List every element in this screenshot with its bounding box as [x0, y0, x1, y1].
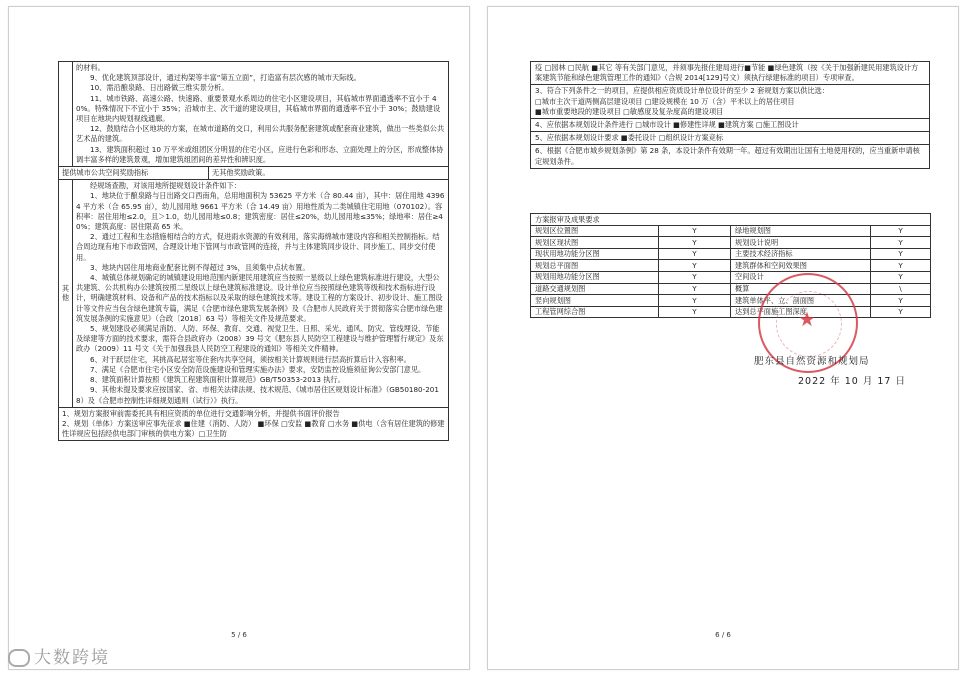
document-page-6 [487, 6, 959, 670]
other-text: 5、规划建设必须满足消防、人防、环保、教育、交通、视觉卫生、日照、采光、通风、防灾、管线埋设、节能及绿建等方面的技术要求，需符合县政府办（2008）39 号文《肥东县人民防空工程建设与维护管理暂行规定》及东政办（2009）11 号文《关于加强我县人民防空工程建设的通知》等相关文件精神。 [76, 324, 444, 354]
document-page-5 [8, 6, 470, 670]
deliverable-name: 道路交通规划图 [531, 283, 659, 295]
other-text: 9、其他未提及要求应按国家、省、市相关法律法规、技术规范、《城市居住区规划设计标准》（GB50180-2018）及《合肥市控制性详细规划通则（试行）》执行。 [76, 385, 439, 405]
other-label-cell [59, 180, 73, 407]
other-content-cell [73, 180, 449, 407]
top-text: 5、应依据本规划设计要求 ■委托设计 □组织设计方案竞标 [531, 132, 930, 145]
deliverable-name: 规划区位置图 [531, 225, 659, 237]
other-text: 3、地块内居住用地商业配套比例不得超过 3%，且须集中点状布置。 [90, 262, 310, 272]
section-title: 方案报审及成果要求 [531, 214, 931, 226]
deliverable-flag: Y [659, 248, 731, 260]
table-row [531, 271, 931, 283]
deliverable-name: 达到总平面施工图深度 [731, 306, 871, 318]
deliverable-name: 现状用地功能分区图 [531, 248, 659, 260]
deliverable-name: 空间设计 [731, 271, 871, 283]
req-text: 11、城市铁路、高速公路、快速路、重要景观水系周边的住宅小区建设项目，其临城市界面通透率不宜小于 40%。特殊情况下不宜小于 35%；沿城市主、次干道的建设项目，其临城市界面的通透率不宜小于 30%；鼓励建设项目在地块内规划视线通廊。 [76, 93, 441, 124]
table-row [531, 237, 931, 249]
top-text-line: ■城市重要地段的建设项目 □敏感度及复杂度高的建设项目 [535, 106, 724, 116]
deliverable-flag: Y [871, 295, 931, 307]
other-text: 8、建筑面积计算按照《建筑工程建筑面积计算规范》GB/T50353-2013 执行。 [90, 375, 345, 385]
deliverable-name: 建筑单体平、立、剖面图 [731, 295, 871, 307]
deliverable-flag: Y [871, 237, 931, 249]
seal-star-icon: ★ [798, 307, 816, 331]
top-text [531, 85, 930, 119]
deliverable-flag: Y [659, 260, 731, 272]
top-text-line: □城市主次干道两侧高层建设项目 □建设规模在 10 万（含）平米以上的居住项目 [535, 96, 795, 106]
bottom-requirements-cell [59, 407, 449, 441]
other-text: 1、地块位于酿泉路与日出路交口西南角，总用地面积为 53625 平方米（合 80.44 亩），其中：居住用地 43964 平方米（合 65.95 亩），幼儿园用地 9661 平方米（合 14.49 亩）用地性质为二类城镇住宅用地（070102）。容积率：居住用地≤2.0，且＞1.0，幼儿园用地≤0.8；建筑密度：居住≤20%，幼儿园用地≤35%；绿地率：居住≥40%；建筑高度：居住限高 65 米。 [76, 191, 445, 232]
table-row [531, 295, 931, 307]
top-text-line: 3、符合下列条件之一的项目，应提供相应资质设计单位设计的至少 2 套规划方案以供比选： [535, 86, 830, 96]
deliverable-name: 规划区现状图 [531, 237, 659, 249]
page-number: 6 / 6 [715, 631, 731, 639]
req-text: 13、建筑面积超过 10 万平米或组团区分明显的住宅小区，应进行色彩和形态、立面处理上的分区，形成整体协调丰富多样的建筑景观，增加建筑组团间的差异性和辨识度。 [76, 144, 444, 164]
top-text: 6、根据《合肥市城乡规划条例》第 28 条，本设计条件有效期一年。超过有效期出让国有土地使用权的，应当重新申请核定规划条件。 [531, 145, 930, 168]
deliverable-name: 概算 [731, 283, 871, 295]
deliverable-flag: Y [871, 271, 931, 283]
top-text: 4、应依据本规划设计条件进行 □城市设计 ■修建性详规 ■建筑方案 □施工图设计 [531, 119, 930, 132]
deliverable-flag: Y [871, 306, 931, 318]
deliverable-flag: \ [871, 283, 931, 295]
other-text: 7、满足《合肥市住宅小区安全防范设施建设和管理实施办法》要求，安防监控设施须征询公安部门意见。 [90, 364, 426, 374]
deliverable-name: 规划用地功能分区图 [531, 271, 659, 283]
table-row [531, 248, 931, 260]
reward-value: 无其他奖励政策。 [209, 167, 449, 180]
deliverable-name: 绿地规划图 [731, 225, 871, 237]
deliverable-flag: Y [659, 306, 731, 318]
reward-label: 提供城市公共空间奖励指标 [59, 167, 209, 180]
deliverable-flag: Y [659, 225, 731, 237]
other-text: 经规场查勘，对该用地所提规划设计条件如下： [90, 181, 241, 191]
req-text: 10、需沿酿泉路、日出路做三维实景分析。 [90, 83, 229, 93]
table-row [531, 306, 931, 318]
conditions-table-right [530, 61, 930, 169]
deliverable-flag: Y [659, 237, 731, 249]
page-number: 5 / 6 [231, 631, 247, 639]
deliverable-name: 竖向规划图 [531, 295, 659, 307]
deliverable-flag: Y [871, 225, 931, 237]
deliverable-flag: Y [659, 271, 731, 283]
table-row [531, 283, 931, 295]
top-text: 疫 □园林 □民航 ■其它 等有关部门意见，并须事先报住建局进行■节能 ■绿色建筑（按《关于加强新建民用建筑设计方案建筑节能和绿色建筑管理工作的通知》（合规 2014[129]号文）须执行绿建标准的项目）专项审查。 [531, 62, 930, 85]
deliverable-name: 规划设计说明 [731, 237, 871, 249]
deliverables-table [530, 213, 931, 318]
bottom-text: 1、规划方案报审前需委托具有相应资质的单位进行交通影响分析，并提供书面评价报告 [62, 408, 340, 418]
req-text: 的材料。 [76, 63, 105, 72]
signature-org: 肥东县自然资源和规划局 [754, 356, 870, 367]
signature-date: 2022 年 10 月 17 日 [798, 376, 906, 387]
table-row [531, 260, 931, 272]
watermark [8, 643, 110, 668]
other-text: 2、通过工程和生态措施相结合的方式，促进雨水资源的有效利用，落实海绵城市建设内容和相关控制指标。结合周边现有地下市政管网，合理设计地下管网与市政管网的连接，并与主体建筑同步设计、同步施工、同步交付使用。 [76, 232, 440, 262]
deliverable-flag: Y [659, 283, 731, 295]
deliverable-flag: Y [871, 248, 931, 260]
bottom-text: 2、规划（单体）方案送审应事先征求 ■住建（消防、人防） ■环保 □安监 ■教育 □水务 ■供电（含有居住建筑的修建性详规应包括经供电部门审核的供电方案）□卫生防 [62, 418, 445, 439]
conditions-table-left [58, 61, 449, 441]
table-row [531, 225, 931, 237]
req-text: 12、鼓励结合小区地块的方案，在城市道路的交口，利用公共服务配套建筑或配套商业建筑，做出一些类似公共艺术品的建筑。 [76, 124, 445, 144]
other-text: 4、城镇总体规划确定的城镇建设用地范围内新建民用建筑应当按照一星级以上绿色建筑标准进行建设，大型公共建筑、公共机构办公建筑按照二星级以上绿色建筑标准建设。设计单位应当按照绿色建筑等级和技术指标进行设计，明确建筑材料、设备和产品的技术指标以及采取的绿色建筑技术等。建设工程的方案设计、初步设计、施工图设计等文件应当包含绿色建筑专篇，满足《合肥市绿色建筑发展条例》及《合肥市人民政府关于贯彻落实合肥市绿色建筑发展条例的实施意见》（合政〔2018〕63 号）等相关文件及规范要求。 [76, 273, 443, 323]
deliverable-flag: Y [871, 260, 931, 272]
other-text: 6、对于跃层住宅，其挑高起居室等住套内共享空间，须按相关计算规则进行层高折算后计入容积率。 [90, 354, 411, 364]
other-label: 其他 [61, 283, 70, 302]
deliverable-name: 工程管网综合图 [531, 306, 659, 318]
deliverable-name: 主要技术经济指标 [731, 248, 871, 260]
deliverable-name: 建筑群体和空间效果图 [731, 260, 871, 272]
deliverable-name: 规划总平面图 [531, 260, 659, 272]
deliverable-flag: Y [659, 295, 731, 307]
watermark-logo-icon [8, 649, 30, 667]
req-text: 9、优化建筑顶部设计，通过构架等丰富“第五立面”，打造富有层次感的城市天际线。 [90, 73, 361, 83]
design-requirements-cell [73, 62, 449, 167]
watermark-text: 大数跨境 [34, 648, 110, 668]
